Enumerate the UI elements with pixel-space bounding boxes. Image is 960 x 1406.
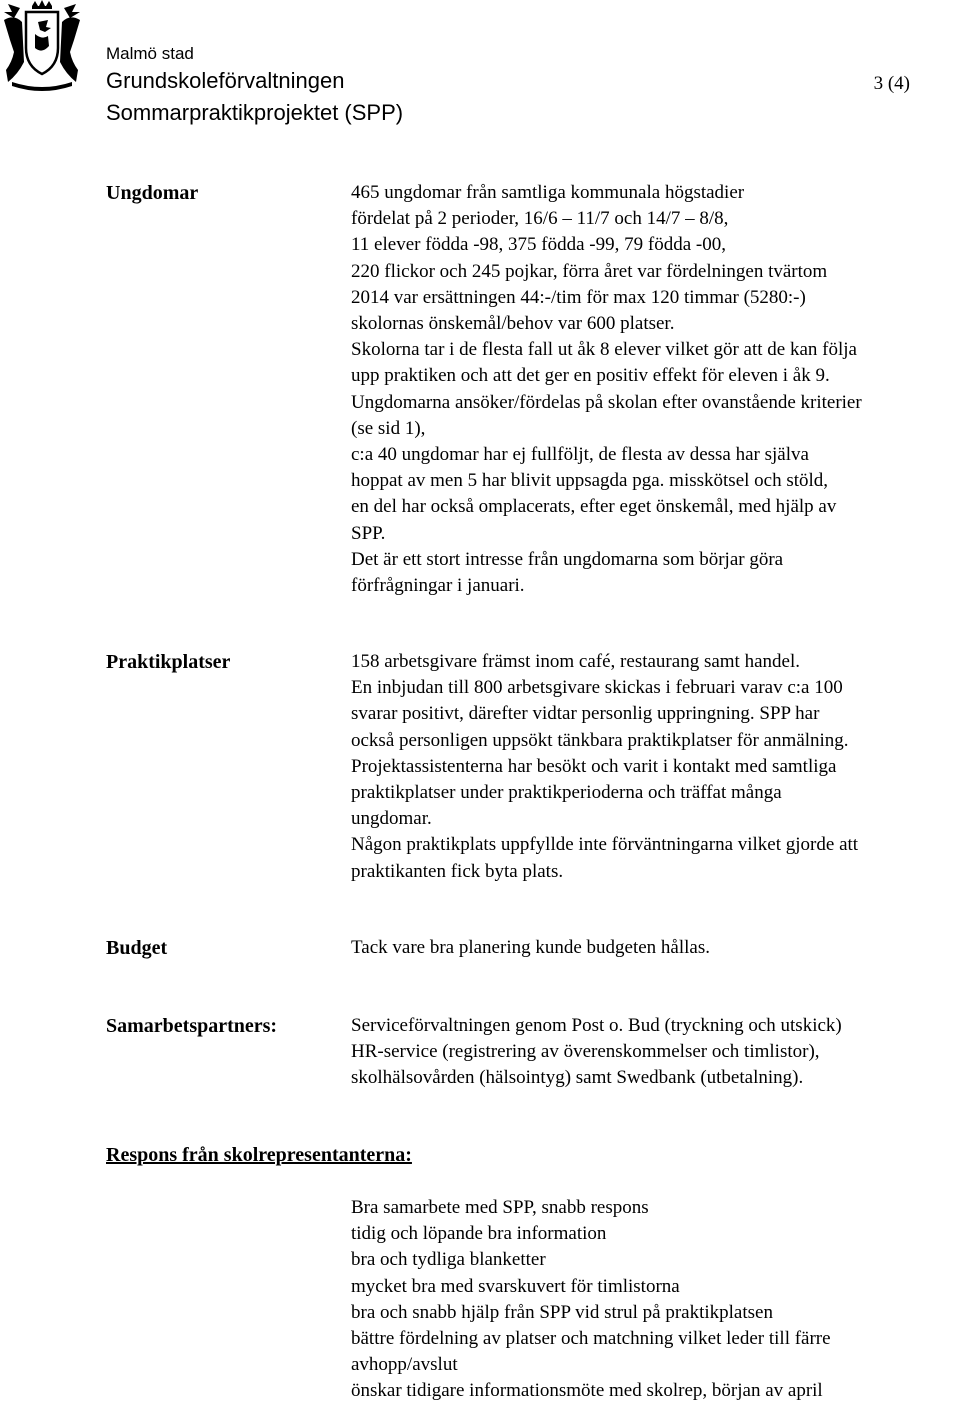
text-line: 465 ungdomar från samtliga kommunala högstadier	[351, 182, 745, 203]
section-body-ungdomar	[351, 180, 951, 599]
text-line: Bra samarbete med SPP, snabb respons	[351, 1197, 649, 1218]
text-line: 2014 var ersättningen 44:-/tim för max 120 timmar (5280:-)	[351, 286, 806, 308]
text-line: upp praktiken och att det ger en positiv effekt för eleven i åk 9.	[351, 365, 830, 387]
section-label-respons: Respons från skolrepresentanterna:	[106, 1144, 412, 1166]
text-line: HR-service (registrering av överenskommelser och timlistor),	[351, 1041, 820, 1063]
text-line: Någon praktikplats uppfyllde inte förväntningarna vilket gjorde att	[351, 834, 859, 856]
section-label-samarbetspartners: Samarbetspartners:	[106, 1015, 278, 1037]
section-label-budget: Budget	[106, 937, 168, 959]
text-line: Projektassistenterna har besökt och varit i kontakt med samtliga	[351, 755, 837, 777]
text-line: SPP.	[351, 522, 386, 544]
text-line: avhopp/avslut	[351, 1354, 458, 1376]
text-line: bättre fördelning av platser och matchning vilket leder till färre	[351, 1328, 831, 1350]
text-line: hoppat av men 5 har blivit uppsagda pga. misskötsel och stöld,	[351, 470, 829, 492]
text-line: 220 flickor och 245 pojkar, förra året var fördelningen tvärtom	[351, 260, 828, 282]
section-body-respons	[351, 1195, 951, 1405]
section-body-samarbetspartners	[351, 1013, 951, 1092]
section-body-budget	[351, 935, 951, 961]
text-line: Serviceförvaltningen genom Post o. Bud (tryckning och utskick)	[351, 1015, 842, 1036]
text-line: bra och tydliga blanketter	[351, 1249, 546, 1271]
text-line: Skolorna tar i de flesta fall ut åk 8 elever vilket gör att de kan följa	[351, 339, 857, 361]
text-line: Tack vare bra planering kunde budgeten hållas.	[351, 937, 710, 958]
text-line: 158 arbetsgivare främst inom café, restaurang samt handel.	[351, 651, 800, 672]
text-line: c:a 40 ungdomar har ej fullföljt, de flesta av dessa har själva	[351, 444, 809, 466]
section-body-praktikplatser	[351, 649, 951, 885]
text-line: praktikplatser under praktikperioderna och träffat många	[351, 782, 782, 804]
text-line: Det är ett stort intresse från ungdomarna som börjar göra	[351, 548, 784, 570]
text-line: också personligen uppsökt tänkbara praktikplatser för anmälning.	[351, 729, 849, 751]
text-line: svarar positivt, därefter vidtar personlig uppringning. SPP har	[351, 703, 820, 725]
header-city: Malmö stad	[106, 44, 194, 63]
text-line: Ungdomarna ansöker/fördelas på skolan efter ovanstående kriterier	[351, 391, 862, 413]
text-line: önskar tidigare informationsmöte med skolrep, början av april	[351, 1380, 823, 1402]
text-line: förfrågningar i januari.	[351, 575, 525, 597]
text-line: 11 elever födda -98, 375 födda -99, 79 födda -00,	[351, 234, 726, 256]
section-label-praktikplatser: Praktikplatser	[106, 651, 231, 673]
header-department: Grundskoleförvaltningen	[106, 68, 345, 93]
text-line: (se sid 1),	[351, 417, 426, 439]
text-line: fördelat på 2 perioder, 16/6 – 11/7 och 14/7 – 8/8,	[351, 208, 729, 230]
text-line: skolornas önskemål/behov var 600 platser.	[351, 313, 675, 335]
malmo-coat-of-arms-logo	[2, 0, 82, 92]
text-line: bra och snabb hjälp från SPP vid strul på praktikplatsen	[351, 1301, 773, 1323]
text-line: skolhälsovården (hälsointyg) samt Swedbank (utbetalning).	[351, 1067, 804, 1089]
page-number: 3 (4)	[873, 73, 910, 94]
text-line: mycket bra med svarskuvert för timlistorna	[351, 1275, 680, 1297]
text-line: En inbjudan till 800 arbetsgivare skickas i februari varav c:a 100	[351, 677, 843, 699]
text-line: en del har också omplacerats, efter eget önskemål, med hjälp av	[351, 496, 837, 518]
section-label-ungdomar: Ungdomar	[106, 182, 199, 204]
text-line: ungdomar.	[351, 808, 432, 830]
header-project: Sommarpraktikprojektet (SPP)	[106, 100, 404, 125]
text-line: praktikanten fick byta plats.	[351, 860, 564, 882]
text-line: tidig och löpande bra information	[351, 1223, 607, 1245]
